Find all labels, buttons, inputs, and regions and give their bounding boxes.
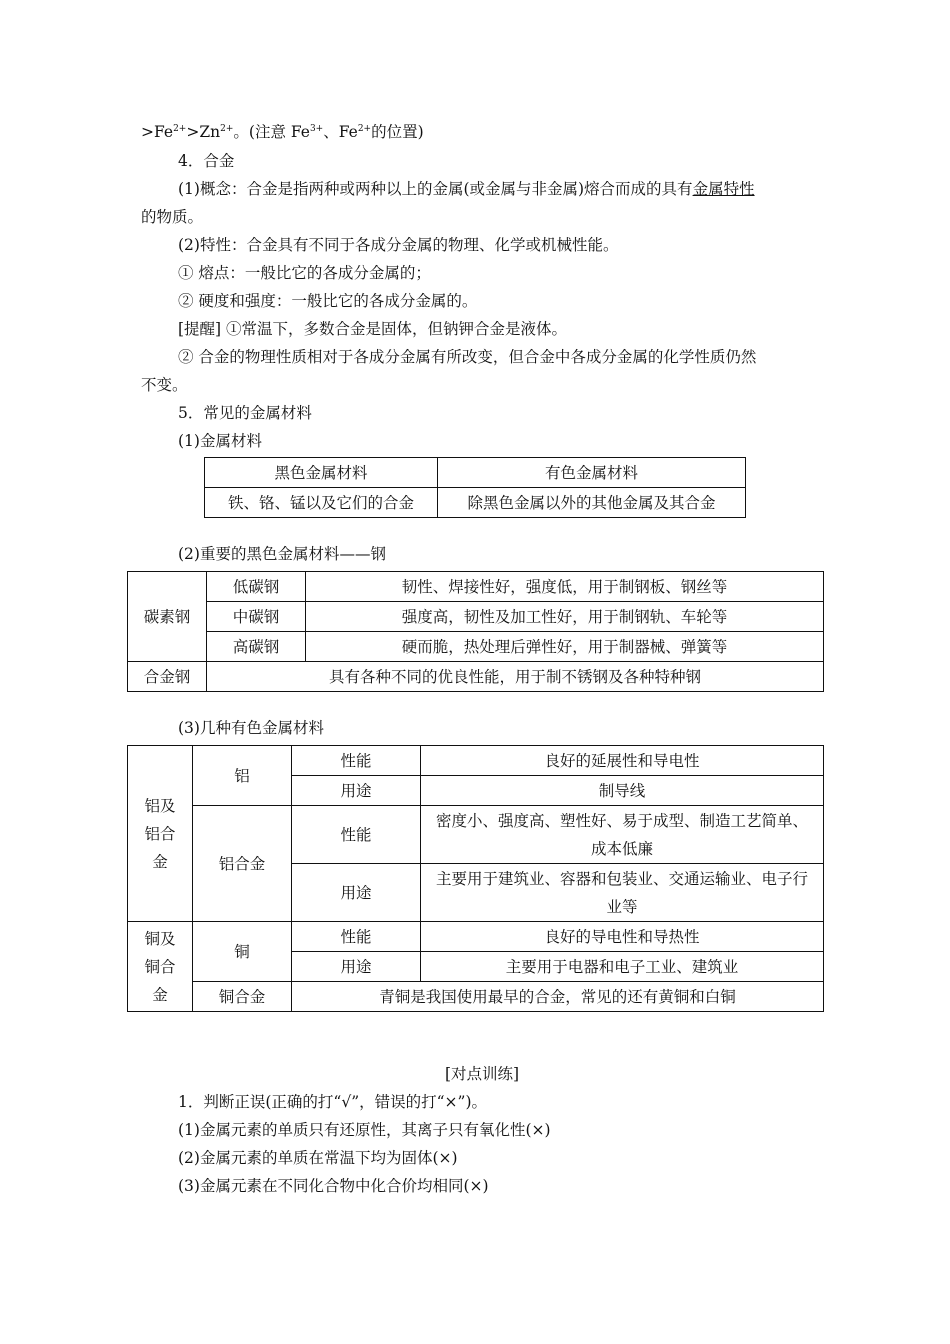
superscript: 2+ (357, 124, 372, 134)
use-label: 用途 (292, 776, 421, 806)
carbon-steel-label: 碳素钢 (128, 572, 207, 662)
text: (1)概念：合金是指两种或两种以上的金属(或金属与非金属)熔合而成的具有 (178, 180, 693, 198)
use-label: 用途 (292, 952, 421, 982)
cu-label: 铜 (193, 922, 292, 982)
alloy-property: (2)特性：合金具有不同于各成分金属的物理、化学或机械性能。 (178, 236, 619, 254)
prop-label: 性能 (292, 806, 421, 864)
steel-table (127, 571, 824, 692)
text: 、Fe (323, 123, 358, 141)
alloy-hardness: ② 硬度和强度：一般比它的各成分金属的。 (178, 292, 478, 310)
superscript: 2+ (220, 124, 234, 134)
alloy-melting: ① 熔点：一般比它的各成分金属的； (178, 264, 431, 282)
nonferrous-table (127, 745, 824, 1012)
al-label: 铝 (193, 746, 292, 806)
alloy-concept (178, 179, 755, 199)
al-use: 制导线 (421, 776, 824, 806)
alloy-steel-label: 合金钢 (128, 662, 207, 692)
alloy-tip2-cont: 不变。 (141, 376, 188, 394)
training-item: (1)金属元素的单质只有还原性，其离子只有氧化性(×) (178, 1121, 551, 1139)
cu-alloy-desc: 青铜是我国使用最早的合金，常见的还有黄铜和白铜 (292, 982, 824, 1012)
training-item: (2)金属元素的单质在常温下均为固体(×) (178, 1149, 458, 1167)
cu-prop: 良好的导电性和导热性 (421, 922, 824, 952)
steel-type: 低碳钢 (207, 572, 306, 602)
steel-type: 高碳钢 (207, 632, 306, 662)
steel-desc: 硬而脆，热处理后弹性好，用于制器械、弹簧等 (306, 632, 824, 662)
al-alloy-use: 主要用于建筑业、容器和包装业、交通运输业、电子行业等 (421, 864, 824, 922)
materials-heading: 5．常见的金属材料 (178, 404, 312, 422)
intro-line (141, 122, 424, 142)
al-prop: 良好的延展性和导电性 (421, 746, 824, 776)
alloy-heading: 4．合金 (178, 152, 235, 170)
alloy-concept-cont: 的物质。 (141, 208, 204, 226)
materials-sub2: (2)重要的黑色金属材料——钢 (178, 545, 386, 563)
superscript: 3+ (309, 124, 324, 134)
header-ferrous: 黑色金属材料 (205, 458, 438, 488)
al-alloy-label: 铝合金 (193, 806, 292, 922)
materials-sub1: (1)金属材料 (178, 432, 262, 450)
use-label: 用途 (292, 864, 421, 922)
cu-use: 主要用于电器和电子工业、建筑业 (421, 952, 824, 982)
steel-desc: 韧性、焊接性好，强度低，用于制钢板、钢丝等 (306, 572, 824, 602)
text: >Fe (141, 123, 174, 141)
steel-type: 中碳钢 (207, 602, 306, 632)
cell-ferrous: 铁、铬、锰以及它们的合金 (205, 488, 438, 518)
text: >Zn (186, 123, 221, 141)
alloy-tip2: ② 合金的物理性质相对于各成分金属有所改变，但合金中各成分金属的化学性质仍然 (178, 348, 757, 366)
al-group-label: 铝及铝合金 (128, 746, 193, 922)
text: 的位置) (371, 123, 424, 141)
text: 。(注意 Fe (233, 123, 310, 141)
prop-label: 性能 (292, 746, 421, 776)
training-q1: 1．判断正误(正确的打“√”，错误的打“×”)。 (178, 1093, 488, 1111)
cu-alloy-label: 铜合金 (193, 982, 292, 1012)
materials-sub3: (3)几种有色金属材料 (178, 719, 324, 737)
al-alloy-prop: 密度小、强度高、塑性好、易于成型、制造工艺简单、成本低廉 (421, 806, 824, 864)
header-nonferrous: 有色金属材料 (438, 458, 746, 488)
training-item: (3)金属元素在不同化合物中化合价均相同(×) (178, 1177, 489, 1195)
alloy-tip1: [提醒] ①常温下，多数合金是固体，但钠钾合金是液体。 (178, 320, 568, 338)
cu-group-label: 铜及铜合金 (128, 922, 193, 1012)
cell-nonferrous: 除黑色金属以外的其他金属及其合金 (438, 488, 746, 518)
prop-label: 性能 (292, 922, 421, 952)
underlined-term: 金属特性 (692, 180, 755, 198)
training-title: [对点训练] (445, 1065, 520, 1083)
superscript: 2+ (173, 124, 187, 134)
steel-desc: 强度高，韧性及加工性好，用于制钢轨、车轮等 (306, 602, 824, 632)
metal-materials-table (204, 457, 746, 518)
alloy-steel-desc: 具有各种不同的优良性能，用于制不锈钢及各种特种钢 (207, 662, 824, 692)
